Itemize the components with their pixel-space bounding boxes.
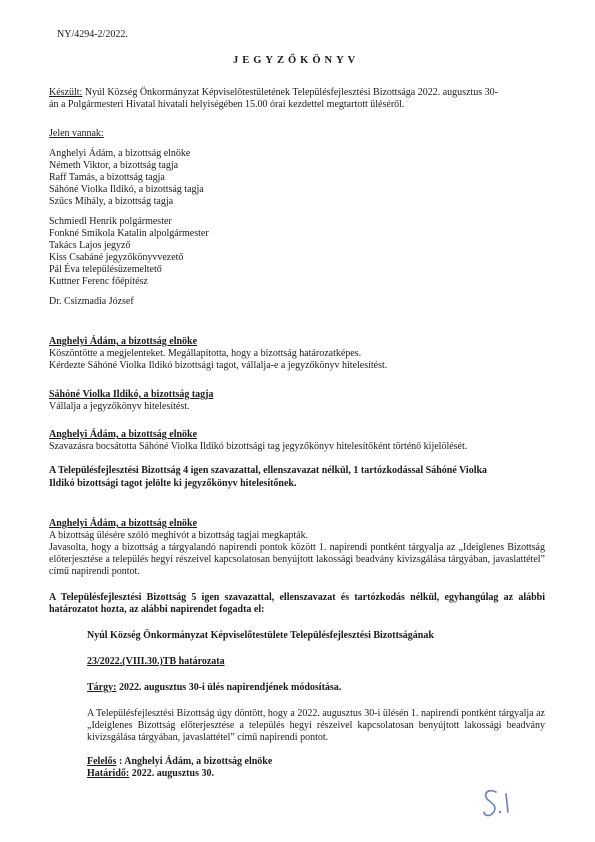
- signature-initials-mark: [478, 782, 528, 822]
- proposal-paragraph: Javasolta, hogy a bizottság a tárgyalandó napirendi pontok között 1. napirendi pontként tárgyalja az „Ideiglenes Bizottság előterjesztése a település hegyi részeivel kapcsolatosan benyújtott lakossági beadvány kivizsgálása tárgyában, javaslattétel” című napirendi pontot.: [49, 542, 545, 577]
- speech-line: Szavazásra bocsátotta Sáhóné Violka Ildikó bizottsági tag jegyzőkönyv hitelesítőként történő kijelölését.: [49, 441, 468, 452]
- attendee-item: Pál Éva településüzemeltető: [49, 264, 162, 275]
- document-number: NY/4294-2/2022.: [57, 29, 128, 40]
- speaker-heading: Anghelyi Ádám, a bizottság elnöke: [49, 429, 198, 440]
- resolution-body: Nyúl Község Önkormányzat Képviselőtestülete Településfejlesztési Bizottságának: [87, 630, 434, 641]
- vote-paragraph: A Településfejlesztési Bizottság 5 igen szavazattal, ellenszavazat és tartózkodás nélkül, egyhangúlag az alábbi határozatot hozta, az alábbi napirendet fogadta el:: [49, 592, 545, 615]
- resolution-subject: [87, 682, 341, 694]
- vote-line-1: A Településfejlesztési Bizottság 4 igen szavazattal, ellenszavazat nélkül, 1 tartózkodással Sáhóné Violka: [49, 465, 488, 476]
- member-item: Németh Viktor, a bizottság tagja: [49, 160, 179, 171]
- responsible-label: Felelős: [87, 756, 117, 767]
- speaker-heading: Anghelyi Ádám, a bizottság elnöke: [49, 518, 198, 529]
- keszult-text-1: Nyúl Község Önkormányzat Képviselőtestületének Településfejlesztési Bizottsága 2022. augusztus 30-: [84, 87, 499, 98]
- speech-line: Vállalja a jegyzőkönyv hitelesítést.: [49, 401, 190, 412]
- subject-text: 2022. augusztus 30-i ülés napirendjének módosítása.: [118, 682, 342, 693]
- keszult-text-2: án a Polgármesteri Hivatal hivatali helyiségében 15.00 órai kezdettel megtartott üléséről.: [49, 99, 405, 110]
- speech-line: Kérdezte Sáhóné Violka Ildikó bizottsági tagot, vállalja-e a jegyzőkönyv hitelesítést.: [49, 360, 388, 371]
- member-item: Anghelyi Ádám, a bizottság elnöke: [49, 148, 191, 159]
- attendee-item: Schmiedl Henrik polgármester: [49, 216, 172, 227]
- speaker-heading: Sáhóné Violka Ildikó, a bizottság tagja: [49, 389, 214, 400]
- responsible-value: : Anghelyi Ádám, a bizottság elnöke: [118, 756, 273, 767]
- keszult-label: Készült:: [49, 87, 83, 98]
- deadline-value: 2022. augusztus 30.: [131, 768, 214, 779]
- vote-line-2: Ildikó bizottsági tagot jelölte ki jegyzőkönyv hitelesítőnek.: [49, 478, 297, 489]
- resolution-number: 23/2022.(VIII.30.)TB határozata: [87, 656, 225, 667]
- member-item: Sáhóné Violka Ildikó, a bizottság tagja: [49, 184, 204, 195]
- deadline-label: Határidő:: [87, 768, 130, 779]
- attendee-item: Kuttner Ferenc főépítész: [49, 276, 148, 287]
- subject-label: Tárgy:: [87, 682, 117, 693]
- deadline-line: [87, 768, 214, 780]
- responsible-line: [87, 756, 272, 768]
- speech-line: A bizottság ülésére szóló meghívót a bizottság tagjai megkapták.: [49, 530, 309, 541]
- keszult-line-1: [49, 87, 498, 99]
- attendee-item: Kiss Csabáné jegyzőkönyvvezető: [49, 252, 184, 263]
- resolution-paragraph: A Településfejlesztési Bizottság úgy döntött, hogy a 2022. augusztus 30-i ülésén 1. napirendi pontként tárgyalja az „Ideiglenes Bizottság előterjesztése a település hegyi részeivel kapcsolatosan benyújtott lakossági beadvány kivizsgálása tárgyában, javaslattétel” című napirendi pontot.: [87, 708, 545, 743]
- attendee-item: Fonkné Smikola Katalin alpolgármester: [49, 228, 209, 239]
- present-heading: Jelen vannak:: [49, 128, 104, 139]
- member-item: Raff Tamás, a bizottság tagja: [49, 172, 165, 183]
- speech-line: Köszöntötte a megjelenteket. Megállapította, hogy a bizottság határozatképes.: [49, 348, 362, 359]
- member-item: Szűcs Mihály, a bizottság tagja: [49, 196, 174, 207]
- document-title: JEGYZŐKÖNYV: [233, 55, 360, 66]
- attendee-item: Takács Lajos jegyző: [49, 240, 131, 251]
- guest-item: Dr. Csizmadia József: [49, 296, 134, 307]
- speaker-heading: Anghelyi Ádám, a bizottság elnöke: [49, 336, 198, 347]
